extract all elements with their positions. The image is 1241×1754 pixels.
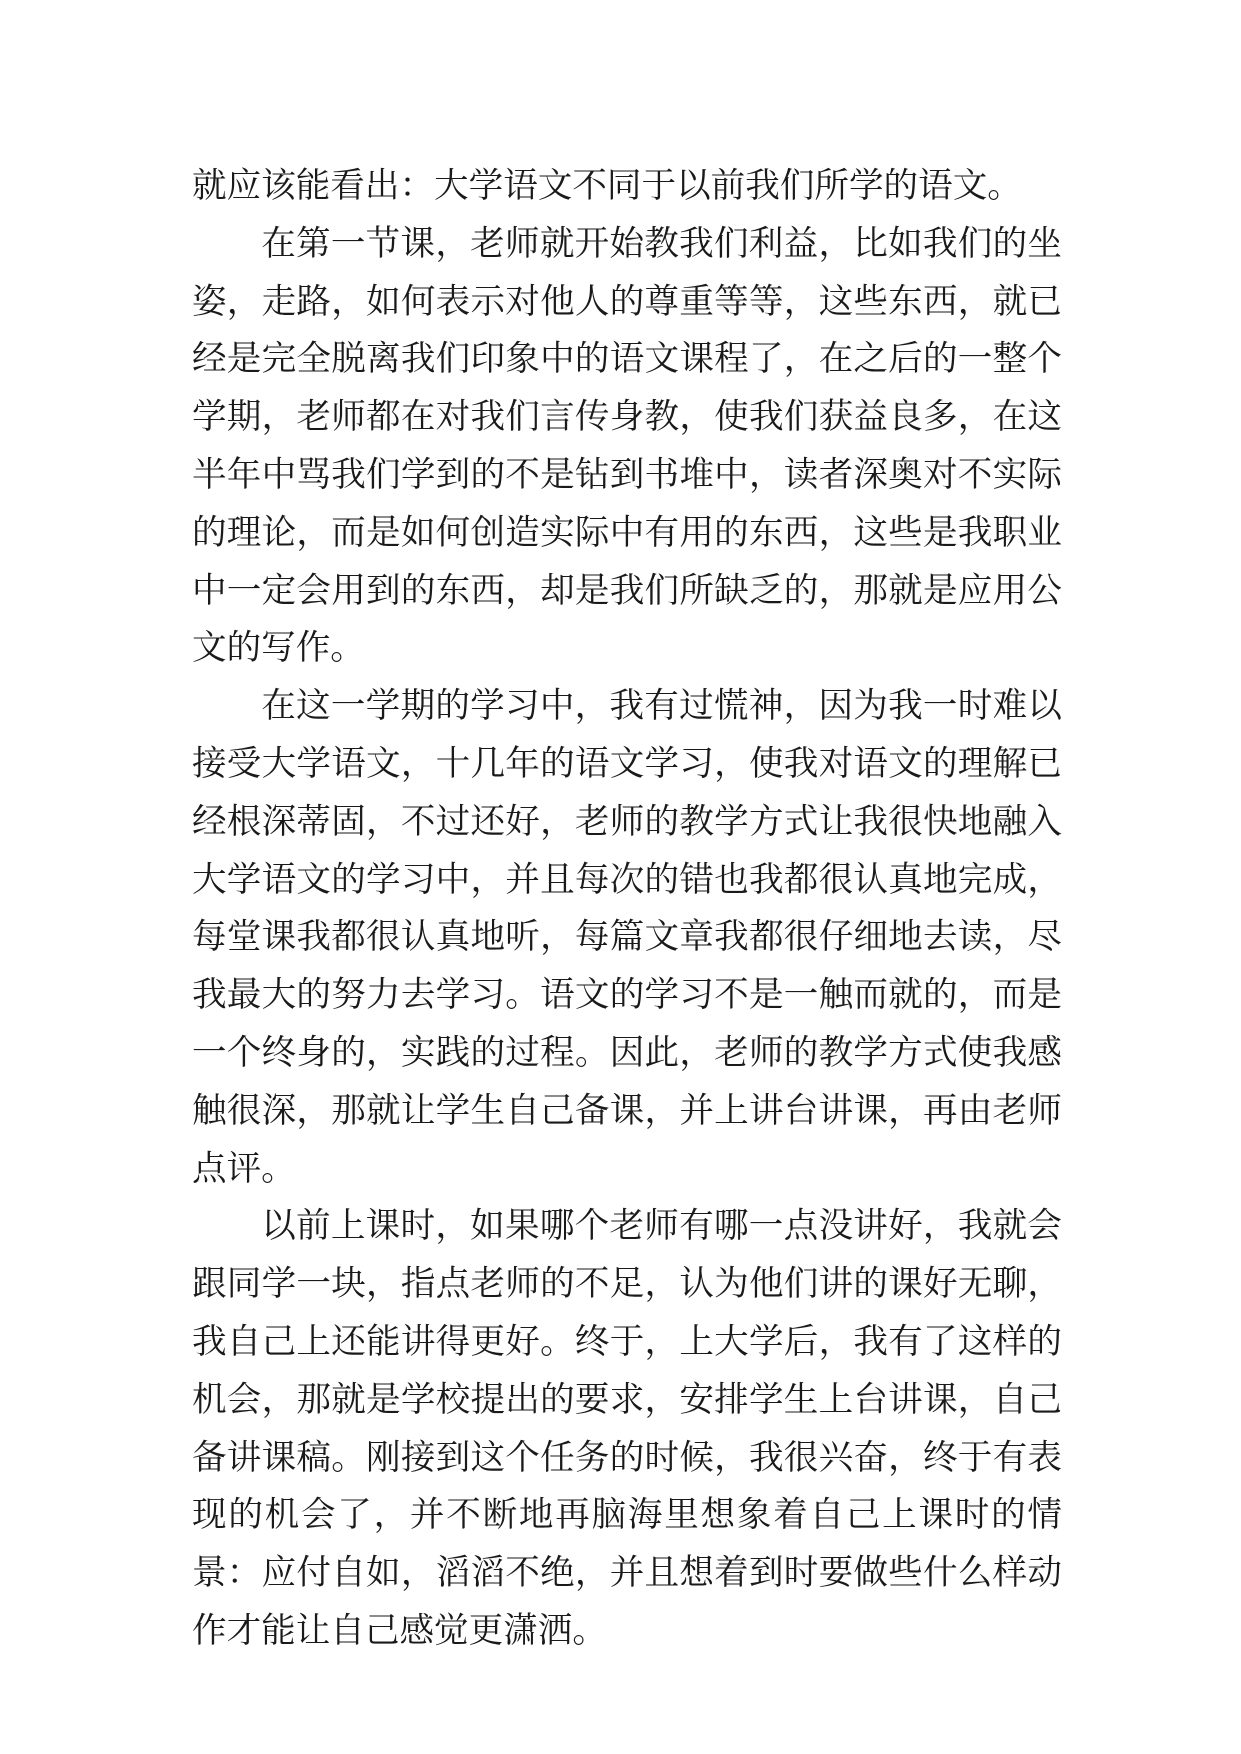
paragraph: 以前上课时，如果哪个老师有哪一点没讲好，我就会跟同学一块，指点老师的不足，认为他们讲的课好无聊，我自己上还能讲得更好。终于，上大学后，我有了这样的机会，那就是学校提出的要求，安排学生上台讲课，自己备讲课稿。刚接到这个任务的时候，我很兴奋，终于有表现的机会了，并不断地再脑海里想象着自己上课时的情景：应付自如，滔滔不绝，并且想着到时要做些什么样动作才能让自己感觉更潇洒。 [192, 1206, 1062, 1651]
paragraph: 在第一节课，老师就开始教我们利益，比如我们的坐姿，走路，如何表示对他人的尊重等等，这些东西，就已经是完全脱离我们印象中的语文课程了，在之后的一整个学期，老师都在对我们言传身教，使我们获益良多，在这半年中骂我们学到的不是钻到书堆中，读者深奥对不实际的理论，而是如何创造实际中有用的东西，这些是我职业中一定会用到的东西，却是我们所缺乏的，那就是应用公文的写作。 [192, 223, 1062, 669]
document-body [192, 158, 1062, 1661]
paragraph-continuation: 就应该能看出：大学语文不同于以前我们所学的语文。 [192, 166, 1022, 206]
paragraph: 在这一学期的学习中，我有过慌神，因为我一时难以接受大学语文，十几年的语文学习，使我对语文的理解已经根深蒂固，不过还好，老师的教学方式让我很快地融入大学语文的学习中，并且每次的错也我都很认真地完成，每堂课我都很认真地听，每篇文章我都很仔细地去读，尽我最大的努力去学习。语文的学习不是一触而就的，而是一个终身的，实践的过程。因此，老师的教学方式使我感触很深，那就让学生自己备课，并上讲台讲课，再由老师点评。 [192, 686, 1062, 1189]
